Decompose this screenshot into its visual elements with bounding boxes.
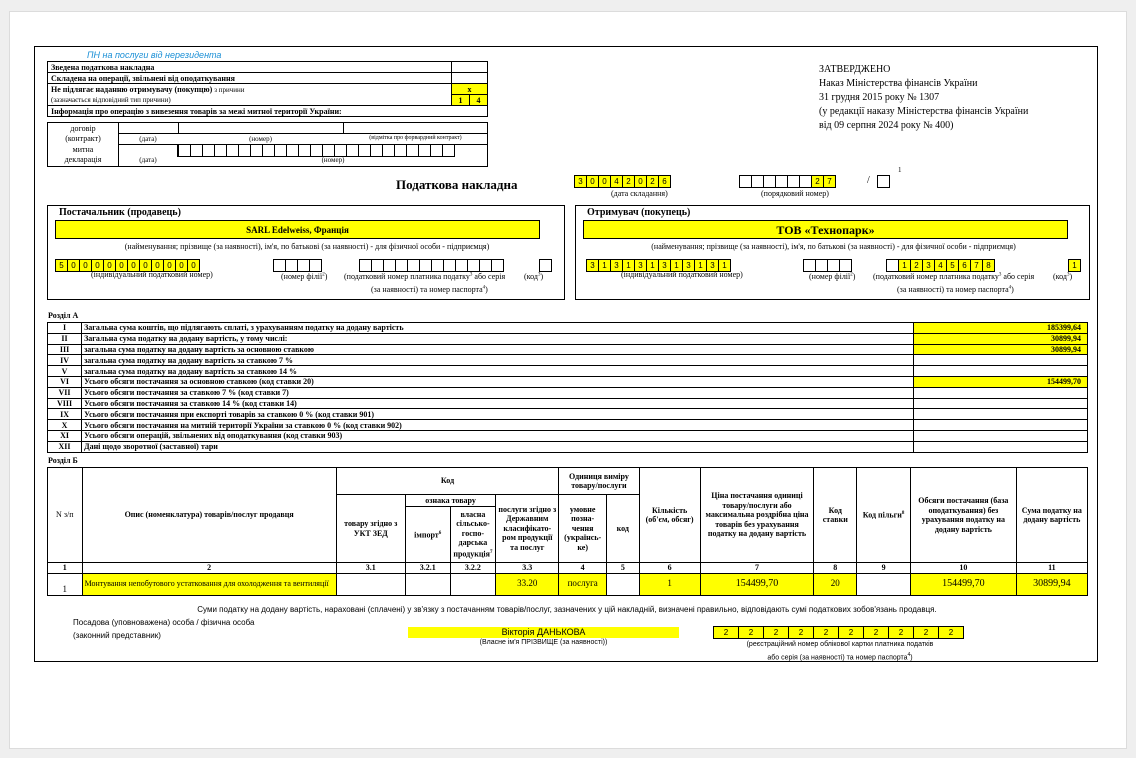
section-a-row-number: XI [48,430,82,441]
signer-name-hint: (Власне ім'я ПРІЗВИЩЕ (за наявності)) [479,639,608,646]
cell-price[interactable]: 154499,70 [700,573,814,595]
column-number: 1 [48,563,83,574]
col-benefit-header: Код пільги$^8$ [857,468,911,563]
cell-benefit[interactable] [857,573,911,595]
supplier-code-hint: (код$^3$) [524,272,544,281]
card-number-hint: (реєстраційний номер облікової картки платника податків або серія (за наявності) та номер паспорта$^4$) [746,641,934,662]
section-a-row-label: загальна сума податку на додану вартість за ставкою 14 % [82,366,914,377]
supplier-tax-hint: (податковий номер платника податку$^3$ або серія [344,272,506,281]
section-a-row-number: XII [48,441,82,452]
approval-line-4: від 09 серпня 2024 року № 400) [819,120,954,131]
customs-number-hint: (номер) [321,156,345,164]
section-a-row-value[interactable] [913,430,1087,441]
contract-label-2: (контракт) [65,134,101,143]
card-number-cells[interactable]: 2 2 2 2 2 2 2 2 2 2 [713,626,964,639]
cell-desc[interactable]: Монтування непобутового устатковання для охолодження та вентиляції [82,573,336,595]
col-agri-header: власна сільсько-госпо-дарська продукція$^7$ [450,507,496,563]
column-number: 10 [911,563,1017,574]
column-number: 7 [700,563,814,574]
customs-label-1: митна [72,145,94,154]
section-a-row-label: Загальна сума податку на додану вартість, у тому числі: [82,333,914,344]
section-a-row [48,323,1088,334]
col-sign-header: ознака товару [405,495,495,507]
export-info-label: Інформація про операцію з вивезення товарів за межі митної території України: [48,106,488,117]
col-vat-header: Сума податку на додану вартість [1016,468,1087,563]
section-a-row-number: IX [48,409,82,420]
cell-import[interactable] [405,573,450,595]
section-b-title: Розділ Б [48,456,78,465]
section-a-row-label: Усього обсяги постачання за основною ставкою (код ставки 20) [82,376,914,387]
section-a-table [47,322,1088,453]
buyer-tax-cells[interactable]: 1 2 3 4 5 6 7 8 [886,259,995,272]
signer-label: Посадова (уповноважена) особа / фізична особа (законний представник) [73,618,255,640]
column-number: 2 [82,563,336,574]
col-code-header: Код [336,468,559,495]
customs-label-2: декларація [64,155,102,164]
buyer-tax-hint: (податковий номер платника податку$^3$ або серія [873,272,1035,281]
section-a-row-label: Загальна сума коштів, що підлягають сплаті, з урахуванням податку на додану вартість [82,323,914,334]
reason-suffix: з причини [214,85,245,94]
col-unit-sym-header: умовне позна-чення (українсь-ке) [559,495,607,563]
section-a-row [48,366,1088,377]
section-a-row-value[interactable] [913,441,1087,452]
forwarder-hint: (відмітка про форвардний контракт) [369,135,462,141]
invoice-type-table [47,61,488,117]
header-note: ПН на послуги від нерезидента [87,50,222,60]
contract-date-hint: (дата) [139,135,157,143]
signer-name[interactable]: Вікторія ДАНЬКОВА [408,627,679,638]
reason-hint: (зазначається відповідний тип причини) [51,95,171,104]
section-a-row-label: загальна сума податку на додану вартість за ставкою 7 % [82,355,914,366]
supplier-passport-hint: (за наявності) та номер паспорта$^4$) [371,285,488,294]
supplier-ipn-hint: (індивідуальний податковий номер) [91,270,213,279]
cell-unit-code[interactable] [607,573,640,595]
section-a-row-label: загальна сума податку на додану вартість за основною ставкою [82,344,914,355]
column-number: 3.2.1 [405,563,450,574]
consolidated-label: Зведена податкова накладна [48,62,452,73]
section-a-row [48,409,1088,420]
footnote-mark: 1 [898,166,902,174]
table-row [48,573,1088,595]
supplier-code-cell[interactable] [539,259,552,272]
section-a-row [48,355,1088,366]
consolidated-mark[interactable] [452,62,488,73]
col-price-header: Ціна постачання одиниці товару/послуги або максимальна роздрібна ціна товарів без урахування податку на додану вартість [700,468,814,563]
column-number: 9 [857,563,911,574]
supplier-box [47,205,565,300]
section-a-row [48,344,1088,355]
buyer-title: Отримувач (покупець) [587,207,691,218]
export-details-block [47,122,488,167]
col-uktzed-header: товару згідно з УКТ ЗЕД [336,495,405,563]
approval-line-2: 31 грудня 2015 року № 1307 [819,92,940,103]
section-a-row-value[interactable] [913,366,1087,377]
buyer-name-hint: (найменування; прізвище (за наявності), ім'я, по батькові (за наявності) - для фізичної особи - підприємця) [651,242,1016,251]
section-a-row-number: VI [48,376,82,387]
buyer-code-hint: (код$^3$) [1053,272,1073,281]
buyer-name[interactable]: ТОВ «Технопарк» [583,220,1068,239]
cell-vat[interactable]: 30899,94 [1016,573,1087,595]
column-number: 5 [607,563,640,574]
column-number: 3.1 [336,563,405,574]
section-a-row [48,441,1088,452]
cell-rate[interactable]: 20 [814,573,857,595]
not-provided-label: Не підлягає наданню отримувачу (покупцю) [51,84,213,94]
cell-unit-sym[interactable]: послуга [559,573,607,595]
cell-agri[interactable] [450,573,496,595]
col-num-header: N з/п [48,468,83,563]
approval-line-3: (у редакції наказу Міністерства фінансів України [819,106,1029,117]
section-b-table [47,467,1088,596]
section-a-row-label: Усього обсяги постачання при експорті товарів за ставкою 0 % (код ставки 901) [82,409,914,420]
sequence-branch-cell[interactable] [877,175,890,188]
column-number: 6 [639,563,700,574]
date-cells[interactable]: 3 0 0 4 2 0 2 6 [574,175,671,188]
buyer-passport-hint: (за наявності) та номер паспорта$^4$) [897,285,1014,294]
section-a-row-value[interactable]: 30899,94 [913,333,1087,344]
supplier-branch-hint: (номер філії$^2$) [281,272,328,281]
section-a-row-value[interactable] [913,355,1087,366]
section-a-row-value[interactable] [913,420,1087,431]
section-a-row [48,420,1088,431]
section-a-row-number: II [48,333,82,344]
buyer-ipn-cells[interactable]: 3 1 3 1 3 1 3 1 3 1 3 1 [586,259,731,272]
exempt-mark[interactable] [452,73,488,84]
cell-uktzed[interactable] [336,573,405,595]
col-desc-header: Опис (номенклатура) товарів/послуг продавця [82,468,336,563]
column-number: 3.3 [496,563,559,574]
customs-date-hint: (дата) [139,156,157,164]
column-number: 3.2.2 [450,563,496,574]
supplier-name[interactable]: SARL Edelweiss, Франція [55,220,540,239]
section-a-title: Розділ А [48,311,79,320]
section-a-row [48,333,1088,344]
col-dkpp-header: послуги згідно з Державним класифікато-ром продукції та послуг [496,495,559,563]
cell-amount[interactable]: 154499,70 [911,573,1017,595]
section-a-row-value[interactable]: 30899,94 [913,344,1087,355]
section-a-row-value[interactable]: 185399,64 [913,323,1087,334]
section-a-row [48,387,1088,398]
section-a-row-value[interactable] [913,387,1087,398]
col-import-header: імпорт$^6$ [405,507,450,563]
document-title: Податкова накладна [396,177,518,192]
column-number: 8 [814,563,857,574]
reason-code-1[interactable]: 1 [452,95,470,106]
supplier-branch-cells[interactable] [273,259,322,272]
col-unit-header: Одиниця виміру товару/послуги [559,468,639,495]
section-a-row [48,376,1088,387]
col-amount-header: Обсяги постачання (база оподаткування) без урахування податку на додану вартість [911,468,1017,563]
contract-label-1: договір [70,124,96,133]
approval-block [819,63,1028,133]
section-a-row-number: III [48,344,82,355]
sequence-cells[interactable]: 2 7 [739,175,836,188]
section-a-row-value[interactable] [913,409,1087,420]
sequence-separator: / [867,175,870,186]
supplier-title: Постачальник (продавець) [59,207,181,218]
buyer-branch-hint: (номер філії$^2$) [809,272,856,281]
approval-line-1: Наказ Міністерства фінансів України [819,78,978,89]
buyer-branch-cells[interactable] [803,259,852,272]
section-a-row-number: VIII [48,398,82,409]
approval-title: ЗАТВЕРДЖЕНО [819,64,891,75]
column-number: 4 [559,563,607,574]
date-hint: (дата складання) [611,189,668,198]
column-number: 11 [1016,563,1087,574]
exempt-label: Складена на операції, звільнені від оподаткування [48,73,452,84]
col-rate-header: Код ставки [814,468,857,563]
buyer-code-cell[interactable]: 1 [1068,259,1081,272]
tax-invoice-form [34,46,1098,662]
sequence-hint: (порядковий номер) [761,189,829,198]
buyer-ipn-hint: (індивідуальний податковий номер) [621,270,743,279]
not-provided-mark[interactable]: x [452,84,488,95]
section-a-row-number: VII [48,387,82,398]
section-a-row-label: Дані щодо зворотної (заставної) тари [82,441,914,452]
col-unit-code-header: код [607,495,640,563]
section-a-row-label: Усього обсяги постачання за ставкою 7 % (код ставки 7) [82,387,914,398]
section-a-row-value[interactable]: 154499,70 [913,376,1087,387]
cell-num: 1 [48,573,83,595]
supplier-tax-cells[interactable] [359,259,504,272]
cell-qty[interactable]: 1 [639,573,700,595]
footer-statement: Суми податку на додану вартість, нараховані (сплачені) у зв'язку з постачанням товарів/послуг, зазначених у цій накладній, визначені правильно, відповідають сумі податкових зобов'язань продавця. [197,605,937,614]
section-a-row-number: X [48,420,82,431]
section-a-row-label: Усього обсяги постачання за ставкою 14 % (код ставки 14) [82,398,914,409]
section-a-row-number: IV [48,355,82,366]
section-a-row [48,398,1088,409]
reason-code-2[interactable]: 4 [470,95,488,106]
contract-number-hint: (номер) [249,135,272,143]
supplier-ipn-cells[interactable]: 5 0 0 0 0 0 0 0 0 0 0 0 [55,259,200,272]
supplier-name-hint: (найменування; прізвище (за наявності), ім'я, по батькові (за наявності) - для фізичної особи - підприємця) [124,242,490,251]
section-a-row-number: I [48,323,82,334]
section-a-row-label: Усього обсяги операцій, звільнених від оподаткування (код ставки 903) [82,430,914,441]
col-qty-header: Кількість (об'єм, обсяг) [639,468,700,563]
buyer-box [575,205,1090,300]
section-a-row-label: Усього обсяги постачання на митній території України за ставкою 0 % (код ставки 902) [82,420,914,431]
cell-dkpp[interactable]: 33.20 [496,573,559,595]
section-a-row-number: V [48,366,82,377]
section-a-row-value[interactable] [913,398,1087,409]
section-a-row [48,430,1088,441]
